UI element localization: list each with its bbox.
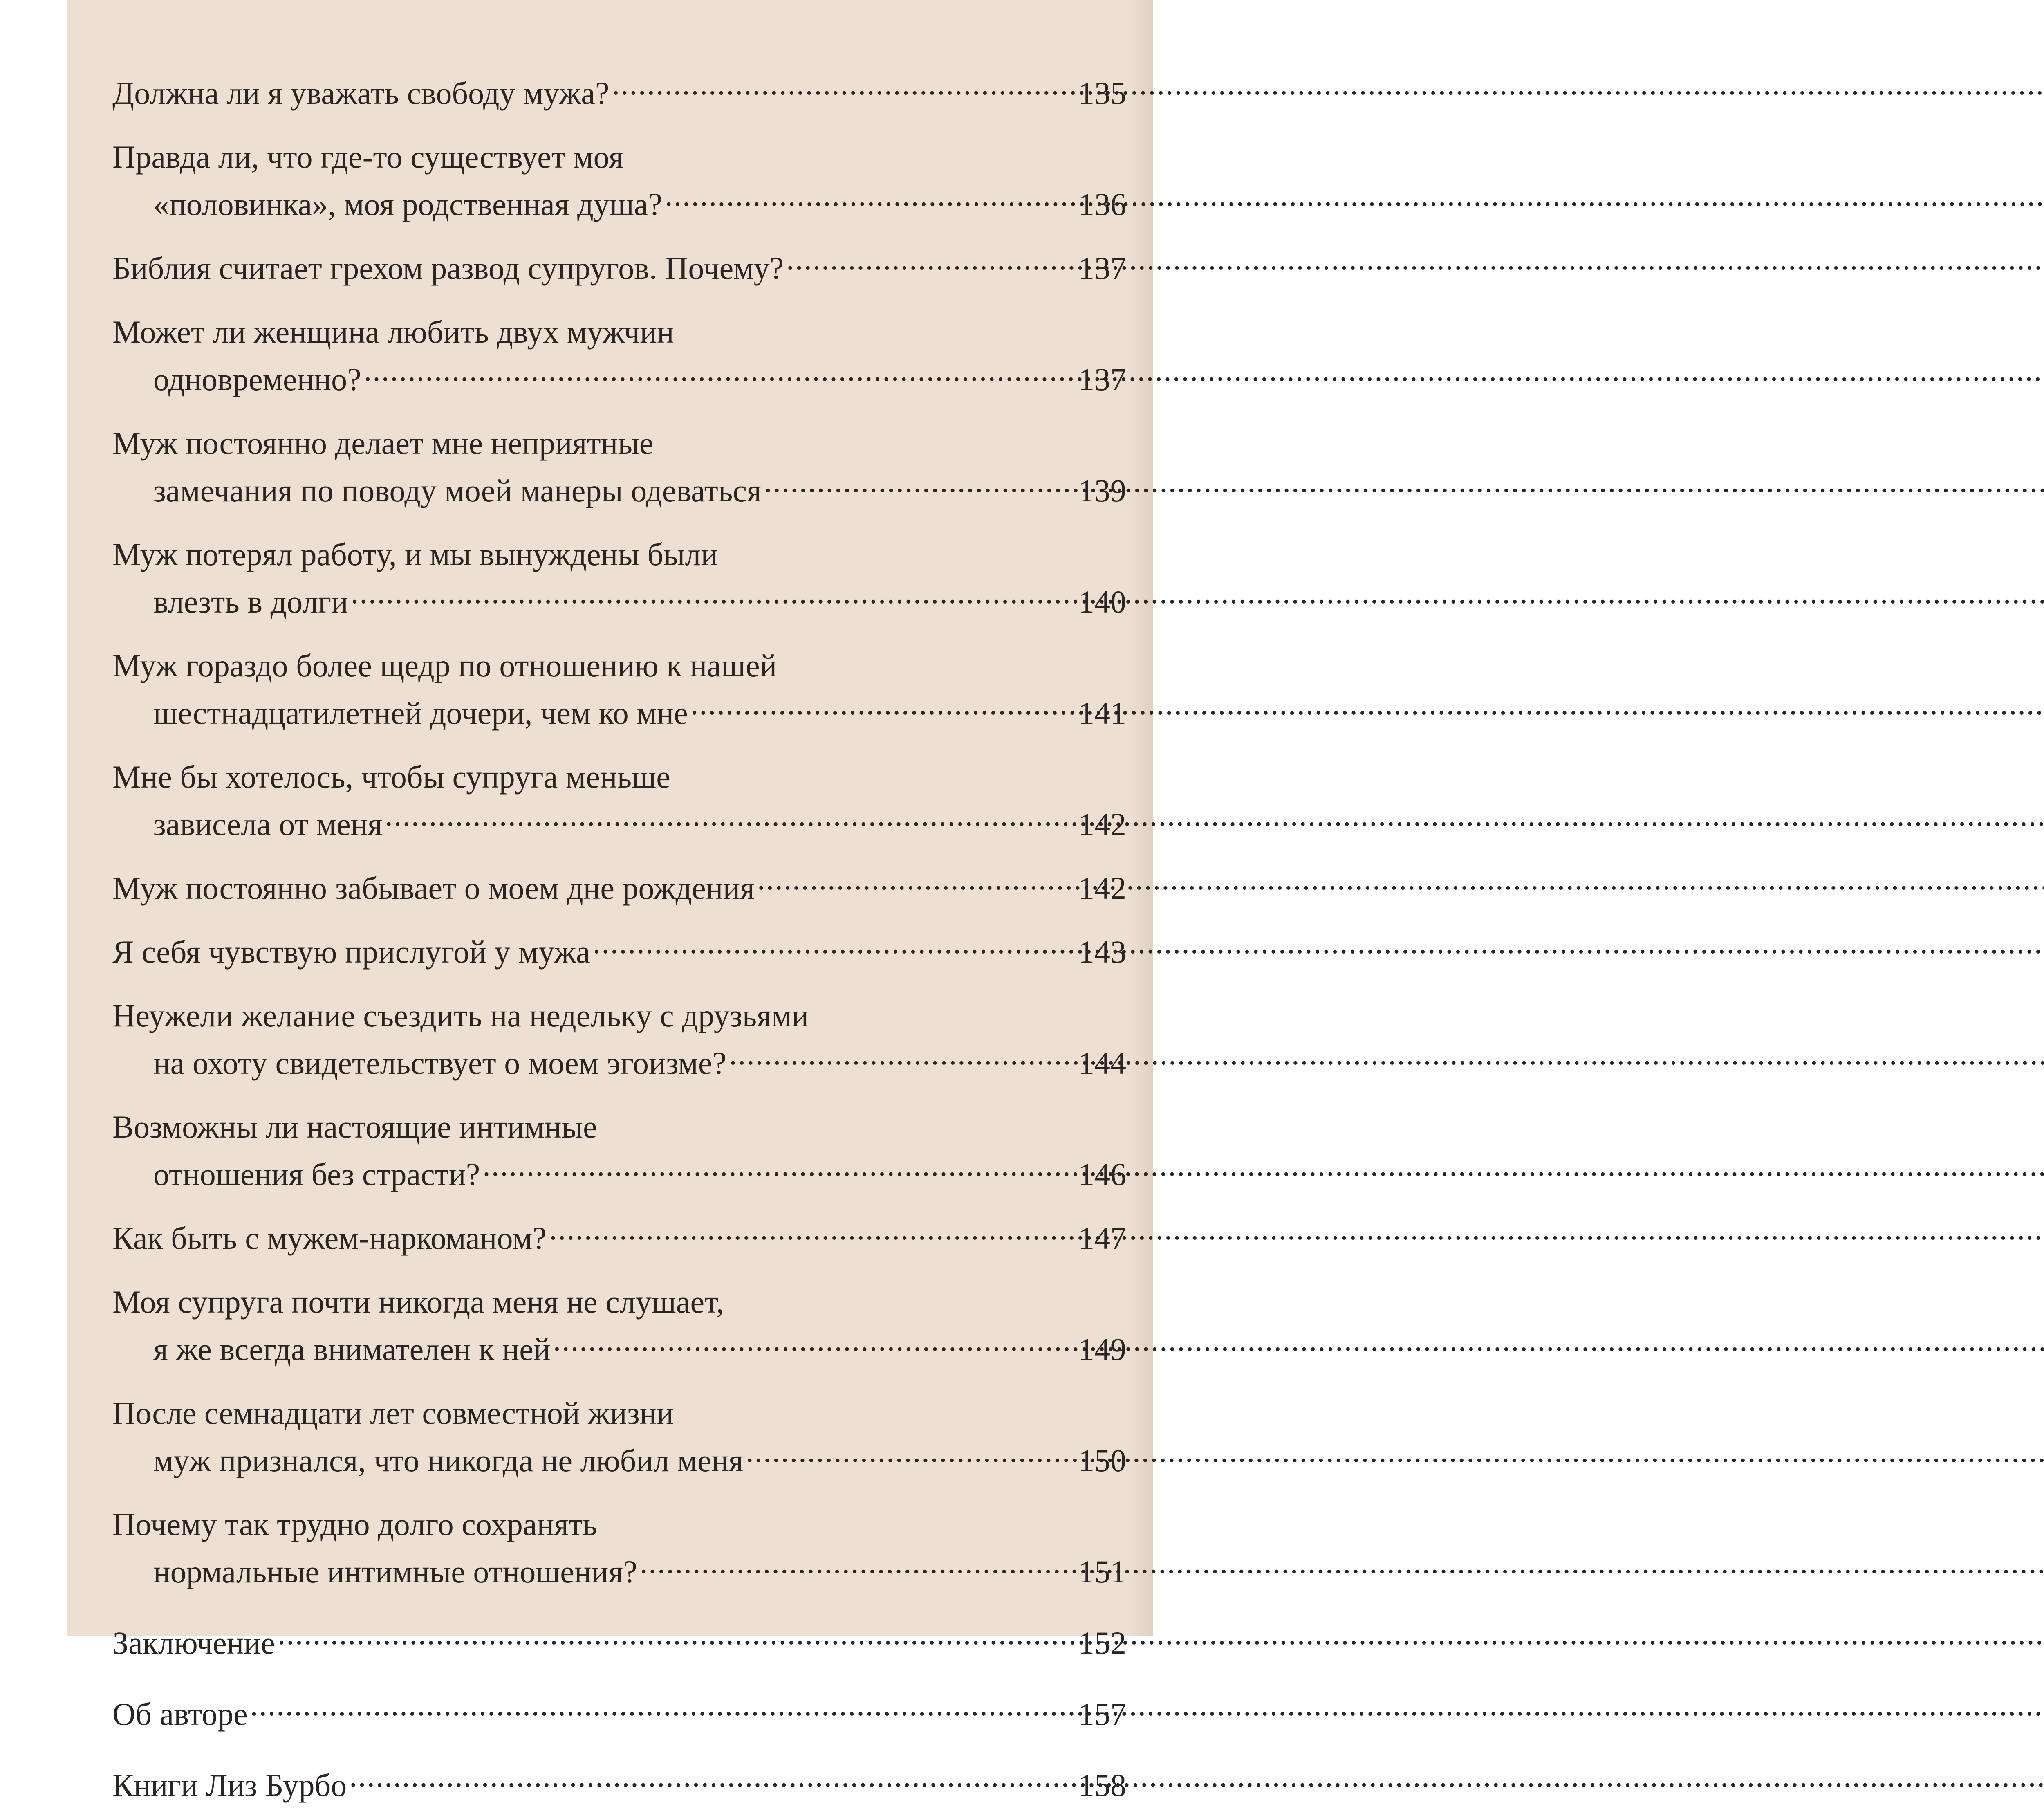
toc-entry-row xyxy=(112,245,1126,292)
toc-page-number: 151 xyxy=(1078,1554,1126,1589)
toc-entry-title: Муж постоянно забывает о моем дне рождения xyxy=(112,870,755,906)
toc-entry-title-line: Правда ли, что где-то существует моя xyxy=(112,139,624,175)
dot-leader xyxy=(729,1042,1076,1074)
toc-entry-row xyxy=(112,70,1126,117)
toc-entry-title: Библия считает грехом развод супругов. Почему? xyxy=(112,250,784,286)
toc-entry xyxy=(112,1214,1126,1262)
toc-entry-title: зависела от меня xyxy=(153,806,383,842)
toc-entry xyxy=(112,753,1126,848)
toc-page-number: 143 xyxy=(1078,934,1126,970)
toc-entry-title: шестнадцатилетней дочери, чем ко мне xyxy=(153,695,688,731)
toc-entry-title-line: Муж потерял работу, и мы вынуждены были xyxy=(112,536,718,572)
dot-leader xyxy=(553,1328,1076,1360)
toc-entry-title: Должна ли я уважать свободу мужа? xyxy=(112,75,610,111)
toc-entry-row xyxy=(112,1690,1126,1738)
dot-leader xyxy=(482,1153,1076,1185)
toc-entry xyxy=(112,1103,1126,1198)
dot-leader xyxy=(593,931,1076,963)
toc-entry-title: на охоту свидетельствует о моем эгоизме? xyxy=(153,1045,727,1081)
toc-entry-title: Книги Лиз Бурбо xyxy=(112,1767,347,1803)
toc-entry-title-line: Возможны ли настоящие интимные xyxy=(112,1109,597,1145)
toc-entry xyxy=(112,308,1126,403)
toc-entry-row xyxy=(112,801,1126,848)
toc-entry-row xyxy=(112,1762,1126,1809)
dot-leader xyxy=(757,867,1076,899)
toc-entry-row xyxy=(112,467,1126,514)
toc-entry xyxy=(112,928,1126,976)
dot-leader xyxy=(612,72,1076,104)
toc-entry xyxy=(112,1501,1126,1596)
dot-leader xyxy=(549,1217,1076,1249)
toc-entry-title-line: Мне бы хотелось, чтобы супруга меньше xyxy=(112,759,670,795)
dot-leader xyxy=(351,581,1076,613)
toc-entry-row xyxy=(112,1326,1126,1373)
toc-entry-title: Я себя чувствую прислугой у мужа xyxy=(112,934,590,970)
toc-entry xyxy=(112,531,1126,626)
toc-page-number: 137 xyxy=(1078,250,1126,286)
toc-entry-title: «половинка», моя родственная душа? xyxy=(153,186,663,222)
toc-page-number: 157 xyxy=(1078,1696,1126,1732)
dot-leader xyxy=(665,183,1076,215)
toc-page-number: 149 xyxy=(1078,1331,1126,1367)
toc-entry-row xyxy=(112,1151,1126,1198)
toc-entry-title: я же всегда внимателен к ней xyxy=(153,1331,551,1367)
toc-entry-row xyxy=(112,1437,1126,1484)
toc-entry xyxy=(112,864,1126,912)
toc-entry xyxy=(112,1278,1126,1373)
toc-page-number: 140 xyxy=(1078,584,1126,619)
toc-entry-row xyxy=(112,689,1126,737)
toc-entry-title-line: Почему так трудно долго сохранять xyxy=(112,1506,597,1542)
toc-entry-title-line: Моя супруга почти никогда меня не слушает, xyxy=(112,1284,724,1320)
toc-page-number: 139 xyxy=(1078,473,1126,508)
toc-entry-title: Заключение xyxy=(112,1625,275,1661)
toc-page-number: 142 xyxy=(1078,806,1126,842)
toc-entry-row xyxy=(112,928,1126,976)
toc-page-number: 146 xyxy=(1078,1156,1126,1192)
toc-entry-row xyxy=(112,356,1126,403)
table-of-contents xyxy=(112,70,1126,1809)
toc-entry xyxy=(112,992,1126,1087)
toc-entry-title: отношения без страсти? xyxy=(153,1156,480,1192)
toc-entry-title: Об авторе xyxy=(112,1696,248,1732)
toc-entry xyxy=(112,420,1126,514)
toc-entry-title-line: Муж гораздо более щедр по отношению к нашей xyxy=(112,648,777,683)
dot-leader xyxy=(278,1622,1076,1654)
toc-entry-row xyxy=(112,1548,1126,1596)
dot-leader xyxy=(746,1439,1076,1471)
toc-entry-title: одновременно? xyxy=(153,361,361,397)
toc-page-number: 142 xyxy=(1078,870,1126,906)
dot-leader xyxy=(385,803,1076,835)
toc-entry-row xyxy=(112,1039,1126,1087)
toc-entry-row xyxy=(112,181,1126,228)
toc-entry xyxy=(112,245,1126,292)
toc-entry xyxy=(112,1619,1126,1667)
dot-leader xyxy=(690,692,1076,724)
toc-entry-title: замечания по поводу моей манеры одеваться xyxy=(153,473,762,508)
dot-leader xyxy=(349,1764,1076,1796)
toc-entry-title: Как быть с мужем-наркоманом? xyxy=(112,1220,547,1256)
toc-entry-title-line: Муж постоянно делает мне неприятные xyxy=(112,425,654,461)
toc-entry xyxy=(112,1690,1126,1738)
dot-leader xyxy=(764,469,1076,501)
toc-entry xyxy=(112,133,1126,228)
toc-page-number: 141 xyxy=(1078,695,1126,731)
dot-leader xyxy=(250,1693,1076,1725)
dot-leader xyxy=(640,1551,1076,1582)
toc-page-number: 150 xyxy=(1078,1443,1126,1478)
toc-entry-row xyxy=(112,578,1126,626)
toc-entry-title-line: После семнадцати лет совместной жизни xyxy=(112,1395,674,1431)
toc-entry-title: муж признался, что никогда не любил меня xyxy=(153,1443,744,1478)
toc-entry-title: нормальные интимные отношения? xyxy=(153,1554,637,1589)
toc-entry-row xyxy=(112,1214,1126,1262)
toc-entry-row xyxy=(112,1619,1126,1667)
toc-entry-title: влезть в долги xyxy=(153,584,348,619)
dot-leader xyxy=(364,358,1076,390)
toc-page-number: 135 xyxy=(1078,75,1126,111)
toc-page-number: 144 xyxy=(1078,1045,1126,1081)
toc-entry-title-line: Может ли женщина любить двух мужчин xyxy=(112,314,674,350)
toc-entry xyxy=(112,70,1126,117)
toc-page-number: 136 xyxy=(1078,186,1126,222)
toc-entry xyxy=(112,1389,1126,1484)
toc-page-number: 137 xyxy=(1078,361,1126,397)
toc-entry xyxy=(112,1762,1126,1809)
toc-entry xyxy=(112,642,1126,737)
toc-page-number: 147 xyxy=(1078,1220,1126,1256)
book-page xyxy=(67,0,1153,1803)
toc-page-number: 158 xyxy=(1078,1767,1126,1803)
toc-entry-title-line: Неужели желание съездить на недельку с друзьями xyxy=(112,998,809,1033)
toc-page-number: 152 xyxy=(1078,1625,1126,1661)
dot-leader xyxy=(786,247,1076,279)
toc-entry-row xyxy=(112,864,1126,912)
